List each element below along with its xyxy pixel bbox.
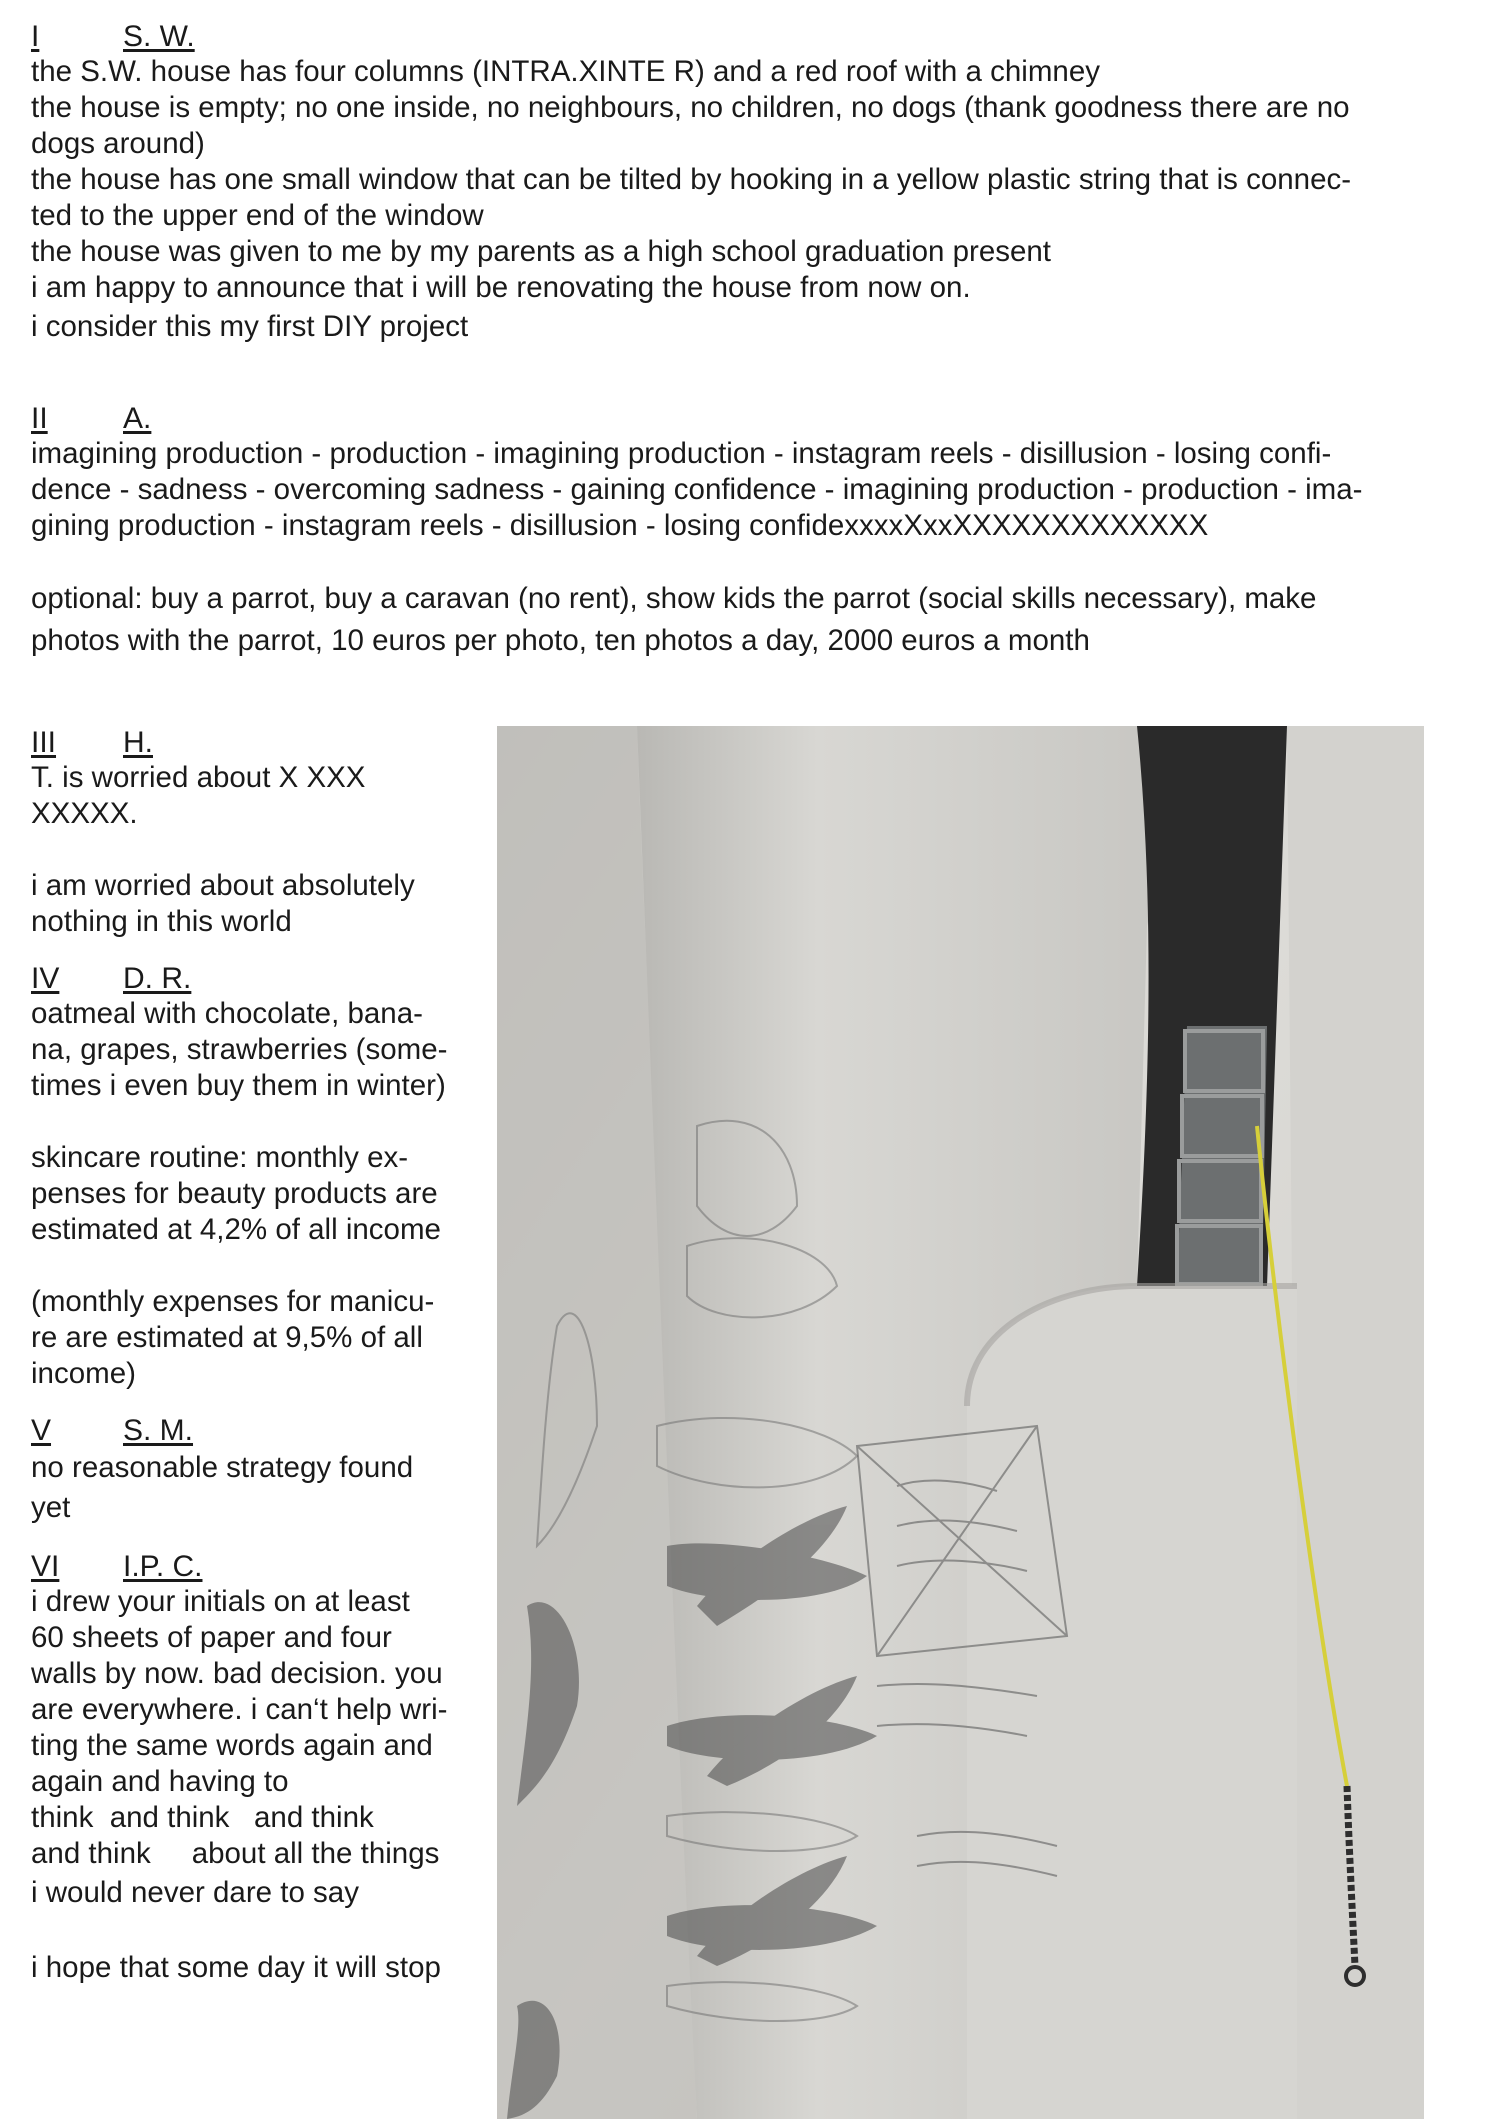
text-line: and think about all the things xyxy=(31,1837,440,1870)
spacer xyxy=(31,1914,481,1950)
text-line: yet xyxy=(31,1491,71,1524)
right-column xyxy=(1287,726,1424,2119)
section-heading xyxy=(31,1550,481,1584)
left-column xyxy=(31,726,481,1986)
text-line: income) xyxy=(31,1357,136,1390)
text-line: na, grapes, strawberries (some- xyxy=(31,1033,448,1066)
text-line: think and think and think xyxy=(31,1801,374,1834)
section-number: III xyxy=(31,726,57,759)
text-line: (monthly expenses for manicu- xyxy=(31,1285,435,1318)
text-line: penses for beauty products are xyxy=(31,1177,438,1210)
text-line: times i even buy them in winter) xyxy=(31,1069,446,1102)
section-title: H. xyxy=(123,726,153,759)
section-title: S. M. xyxy=(123,1414,194,1447)
wall-photo xyxy=(497,726,1424,2119)
text-line: the house was given to me by my parents as a high school graduation present xyxy=(31,235,1051,268)
ledge-block xyxy=(967,1286,1297,2119)
section-title: A. xyxy=(123,402,152,435)
text-line: T. is worried about X XXX xyxy=(31,761,366,794)
text-line: i consider this my first DIY project xyxy=(31,310,469,343)
wall-photo-drawing xyxy=(497,726,1424,2119)
text-line: estimated at 4,2% of all income xyxy=(31,1213,441,1246)
text-line: no reasonable strategy found xyxy=(31,1451,414,1484)
section-heading xyxy=(31,20,1451,54)
section-number: II xyxy=(31,402,48,435)
text-line: the house has one small window that can be tilted by hooking in a yellow plastic string that is connec- xyxy=(31,163,1352,196)
text-line: gining production - instagram reels - disillusion - losing confidexxxxXxxXXXXXXXXXXXXX xyxy=(31,509,1209,542)
text-line: i am worried about absolutely xyxy=(31,869,415,902)
text-line: dogs around) xyxy=(31,127,205,160)
section-title: D. R. xyxy=(123,962,192,995)
text-line: 60 sheets of paper and four xyxy=(31,1621,392,1654)
text-line: dence - sadness - overcoming sadness - gaining confidence - imagining production - production - ima- xyxy=(31,473,1363,506)
text-line: i drew your initials on at least xyxy=(31,1585,410,1618)
text-line: walls by now. bad decision. you xyxy=(31,1657,443,1690)
text-line: XXXXX. xyxy=(31,797,138,830)
text-line: oatmeal with chocolate, bana- xyxy=(31,997,423,1030)
spacer xyxy=(31,1248,481,1284)
text-line: skincare routine: monthly ex- xyxy=(31,1141,409,1174)
section-number: I xyxy=(31,20,40,53)
closing-line: i hope that some day it will stop xyxy=(31,1951,441,1984)
spacer xyxy=(31,1528,481,1550)
spacer xyxy=(31,940,481,962)
text-line: the S.W. house has four columns (INTRA.XINTE R) and a red roof with a chimney xyxy=(31,55,1100,88)
text-line: photos with the parrot, 10 euros per photo, ten photos a day, 2000 euros a month xyxy=(31,624,1090,657)
section-number: VI xyxy=(31,1550,60,1583)
text-line: optional: buy a parrot, buy a caravan (no rent), show kids the parrot (social skills necessary), make xyxy=(31,582,1317,615)
section-title: S. W. xyxy=(123,20,195,53)
text-line: nothing in this world xyxy=(31,905,292,938)
section-heading xyxy=(31,1414,481,1448)
section-heading xyxy=(31,962,481,996)
section-a xyxy=(31,402,1451,662)
spacer xyxy=(31,832,481,868)
section-heading xyxy=(31,402,1451,436)
text-line: again and having to xyxy=(31,1765,289,1798)
optional-paragraph xyxy=(31,578,1451,662)
text-line: imagining production - production - imagining production - instagram reels - disillusion - losing confi- xyxy=(31,437,1332,470)
text-line: i am happy to announce that i will be renovating the house from now on. xyxy=(31,271,971,304)
section-sw xyxy=(31,20,1451,348)
section-heading xyxy=(31,726,481,760)
section-number: IV xyxy=(31,962,60,995)
text-line: i would never dare to say xyxy=(31,1876,359,1909)
text-line: ting the same words again and xyxy=(31,1729,433,1762)
text-line: are everywhere. i can‘t help wri- xyxy=(31,1693,448,1726)
text-line: re are estimated at 9,5% of all xyxy=(31,1321,423,1354)
section-number: V xyxy=(31,1414,52,1447)
text-line: the house is empty; no one inside, no neighbours, no children, no dogs (thank goodness there are no xyxy=(31,91,1350,124)
spacer xyxy=(31,1104,481,1140)
text-line: ted to the upper end of the window xyxy=(31,199,484,232)
section-title: I.P. C. xyxy=(123,1550,203,1583)
spacer xyxy=(31,1392,481,1414)
